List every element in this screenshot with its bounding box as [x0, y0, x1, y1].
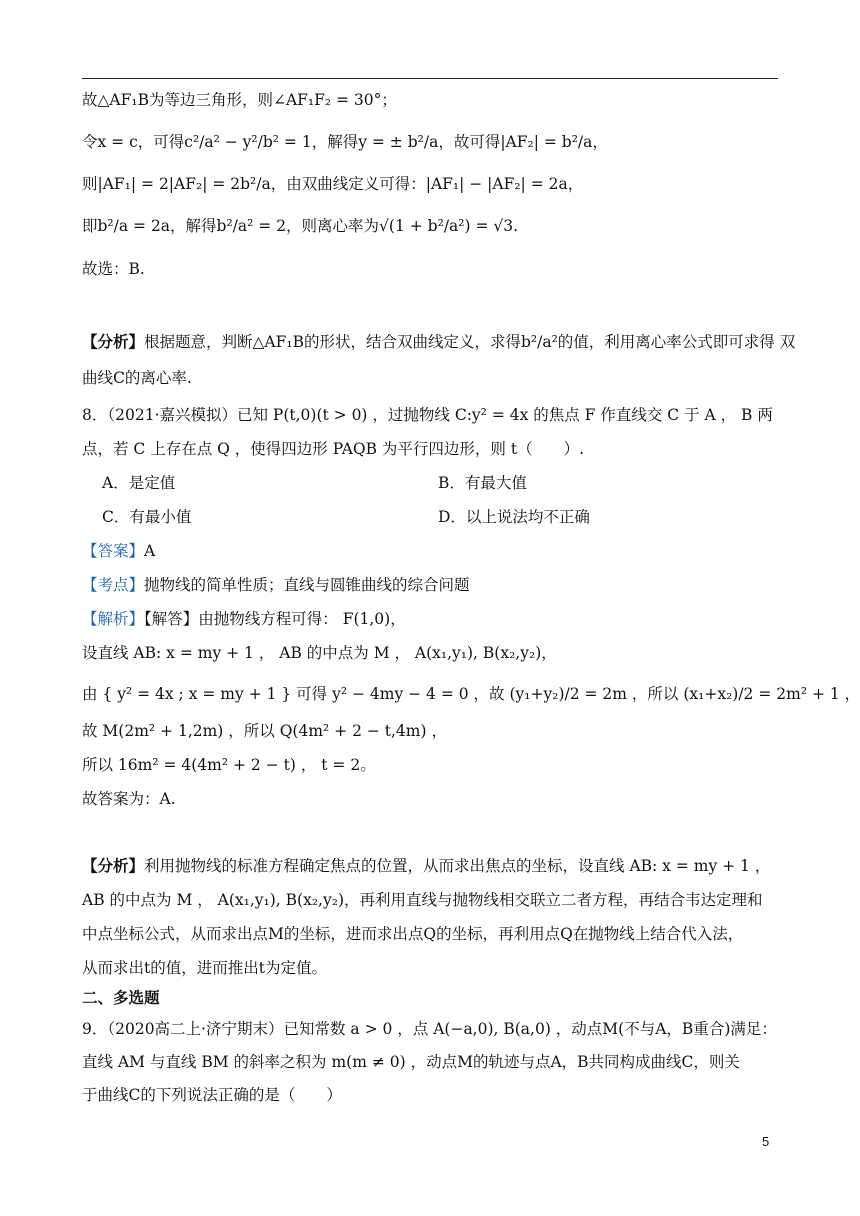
question-9-line: 9．（2020高二上·济宁期末）已知常数 a > 0 ，点 A(−a,0), B(a,0) ，动点M(不与A，B重合)满足：	[82, 1020, 777, 1038]
option-d: D．以上说法均不正确	[438, 508, 590, 526]
question-8-line: 8．（2021·嘉兴模拟）已知 P(t,0)(t > 0) ，过抛物线 C:y² = 4x 的焦点 F 作直线交 C 于 A ， B 两	[82, 406, 773, 424]
text-line: 故△AF₁B为等边三角形，则∠AF₁F₂ = 30°；	[82, 91, 397, 109]
text-line: 故答案为：A.	[82, 790, 176, 808]
question-8-line: 点，若 C 上存在点 Q ，使得四边形 PAQB 为平行四边形，则 t（ ）.	[82, 440, 585, 458]
kaodian-text: 抛物线的简单性质；直线与圆锥曲线的综合问题	[144, 576, 470, 594]
jiexi-text: 由抛物线方程可得： F(1,0)，	[198, 610, 406, 628]
text-line: 故选：B.	[82, 260, 145, 278]
text-line: 由 { y² = 4x ; x = my + 1 } 可得 y² − 4my − 4 = 0 ，故 (y₁+y₂)/2 = 2m ，所以 (x₁+x₂)/2 = 2m² + 1 ，	[82, 685, 860, 703]
option-b: B．有最大值	[438, 474, 527, 492]
kaodian-line	[82, 573, 782, 597]
section-heading: 二、多选题	[82, 989, 160, 1007]
header-rule	[82, 78, 778, 79]
question-9-line: 于曲线C的下列说法正确的是（ ）	[82, 1086, 342, 1104]
text-line: 设直线 AB: x = my + 1 ， AB 的中点为 M ， A(x₁,y₁), B(x₂,y₂)，	[82, 644, 557, 662]
option-c: C．有最小值	[102, 508, 192, 526]
option-a: A．是定值	[102, 474, 176, 492]
jieda-tag: 【解答】	[144, 610, 199, 628]
question-9-line: 直线 AM 与直线 BM 的斜率之积为 m(m ≠ 0) ，动点M的轨迹与点A，B共同构成曲线C，则关	[82, 1053, 740, 1071]
jiexi-tag: 【解析】	[82, 610, 145, 628]
jiexi-line	[82, 607, 782, 631]
answer-tag: 【答案】	[82, 542, 145, 560]
analysis-line	[82, 330, 796, 354]
text-line: 则|AF₁| = 2|AF₂| = 2b²/a，由双曲线定义可得：|AF₁| − |AF₂| = 2a，	[82, 175, 584, 193]
analysis-text: 根据题意，判断△AF₁B的形状，结合双曲线定义，求得b²/a²的值，利用离心率公式即可求得 双	[144, 333, 796, 351]
analysis-text: 利用抛物线的标准方程确定焦点的位置，从而求出焦点的坐标，设直线 AB: x = my + 1 ，	[144, 857, 771, 875]
text-line: 故 M(2m² + 1,2m) ，所以 Q(4m² + 2 − t,4m) ，	[82, 722, 447, 740]
text-line: AB 的中点为 M ， A(x₁,y₁), B(x₂,y₂)，再利用直线与抛物线相交联立二者方程，再结合韦达定理和	[82, 891, 763, 909]
text-line: 从而求出t的值，进而推出t为定值。	[82, 959, 327, 977]
option-row	[102, 471, 802, 495]
analysis-tag: 【分析】	[82, 332, 145, 351]
text-line: 所以 16m² = 4(4m² + 2 − t) ， t = 2。	[82, 756, 376, 774]
option-row	[102, 505, 802, 529]
answer-text: A	[144, 542, 156, 560]
text-line: 中点坐标公式，从而求出点M的坐标，进而求出点Q的坐标，再利用点Q在抛物线上结合代入法，	[82, 925, 744, 943]
text-line: 即b²/a = 2a，解得b²/a² = 2，则离心率为√(1 + b²/a²) = √3.	[82, 217, 519, 235]
text-line: 曲线C的离心率.	[82, 369, 192, 387]
text-line: 令x = c，可得c²/a² − y²/b² = 1，解得y = ± b²/a，故可得|AF₂| = b²/a，	[82, 133, 608, 151]
answer-line	[82, 539, 782, 563]
kaodian-tag: 【考点】	[82, 576, 145, 594]
analysis-tag: 【分析】	[82, 856, 145, 875]
page-number: 5	[762, 1134, 770, 1149]
analysis-line	[82, 854, 782, 878]
